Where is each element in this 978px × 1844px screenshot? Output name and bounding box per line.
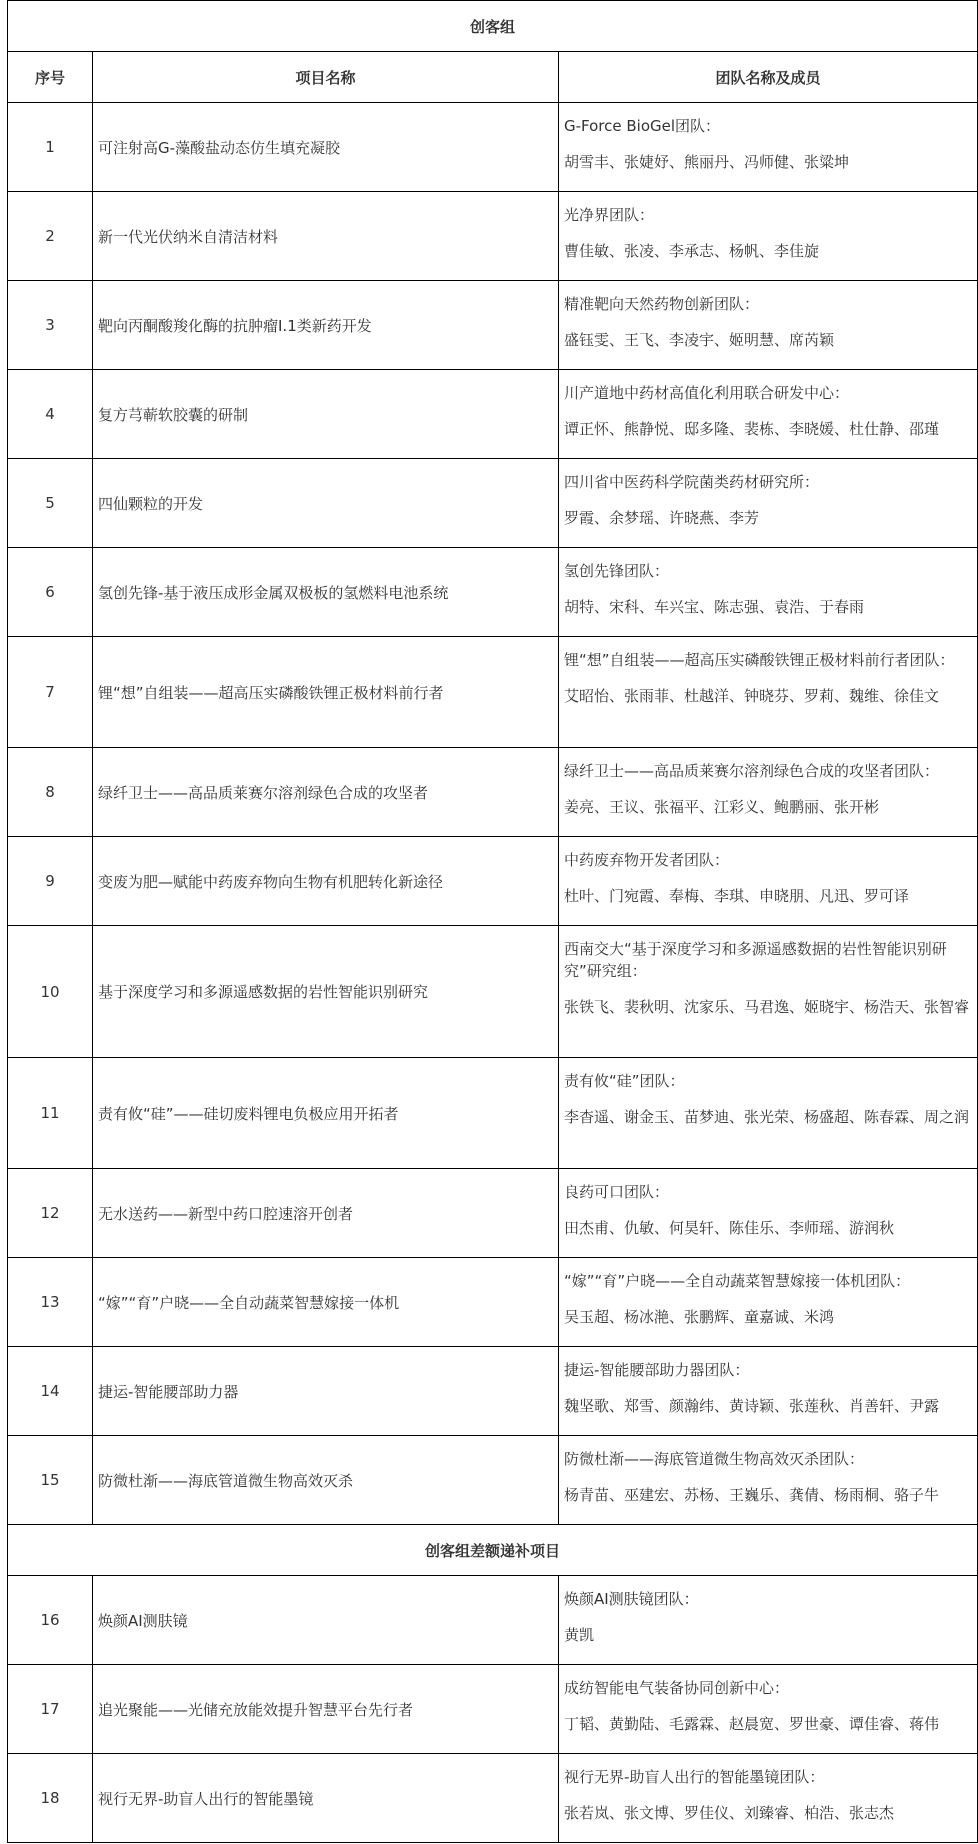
team-cell (559, 1576, 978, 1665)
row-number: 13 (8, 1258, 93, 1347)
table-row (8, 837, 978, 926)
table-row (8, 1169, 978, 1258)
team-cell (559, 459, 978, 548)
table-row (8, 1436, 978, 1525)
project-name: 氢创先锋-基于液压成形金属双极板的氢燃料电池系统 (93, 548, 559, 637)
team-name: 四川省中医药科学院菌类药材研究所： (564, 473, 820, 491)
team-cell (559, 192, 978, 281)
row-number: 6 (8, 548, 93, 637)
table-row (8, 1665, 978, 1754)
row-number: 18 (8, 1754, 93, 1843)
table-row (8, 1058, 978, 1169)
project-name: 捷运-智能腰部助力器 (93, 1347, 559, 1436)
team-cell (559, 370, 978, 459)
row-number: 3 (8, 281, 93, 370)
team-members: 姜亮、王议、张福平、江彩义、鲍鹏丽、张开彬 (564, 798, 880, 816)
row-number: 7 (8, 637, 93, 748)
team-members: 杨青苗、巫建宏、苏杨、王巍乐、龚倩、杨雨桐、骆子牛 (564, 1486, 940, 1504)
team-members: 李杳遥、谢金玉、苗梦迪、张光荣、杨盛超、陈春霖、周之润 (564, 1108, 970, 1126)
row-number: 8 (8, 748, 93, 837)
team-members: 胡特、宋科、车兴宝、陈志强、袁浩、于春雨 (564, 598, 865, 616)
table-row (8, 281, 978, 370)
table-row (8, 1754, 978, 1843)
table-row (8, 926, 978, 1058)
team-members: 丁韬、黄勤陆、毛露霖、赵晨宽、罗世豪、谭佳睿、蒋伟 (564, 1715, 940, 1733)
team-name: 捷运-智能腰部助力器团队： (564, 1361, 750, 1379)
group-header-row (8, 1525, 978, 1576)
team-cell (559, 103, 978, 192)
team-members: 张若岚、张文博、罗佳仪、刘臻睿、柏浩、张志杰 (564, 1804, 895, 1822)
header-project-name: 项目名称 (93, 52, 559, 103)
row-number: 9 (8, 837, 93, 926)
table-header-row (8, 52, 978, 103)
team-cell (559, 1169, 978, 1258)
team-name: 精准靶向天然药物创新团队： (564, 295, 760, 313)
table-row (8, 1258, 978, 1347)
team-members: 曹佳敏、张凌、李承志、杨帆、李佳旋 (564, 242, 820, 260)
team-cell (559, 748, 978, 837)
team-cell (559, 1754, 978, 1843)
team-cell (559, 1258, 978, 1347)
team-name: 防微杜渐——海底管道微生物高效灭杀团队： (564, 1450, 865, 1468)
row-number: 2 (8, 192, 93, 281)
team-cell (559, 1665, 978, 1754)
table-row (8, 1576, 978, 1665)
table-row (8, 1347, 978, 1436)
header-team: 团队名称及成员 (559, 52, 978, 103)
project-name: 基于深度学习和多源遥感数据的岩性智能识别研究 (93, 926, 559, 1058)
project-name: 变废为肥—赋能中药废弃物向生物有机肥转化新途径 (93, 837, 559, 926)
team-name: 视行无界-助盲人出行的智能墨镜团队： (564, 1768, 825, 1786)
table-row (8, 370, 978, 459)
group-title: 创客组差额递补项目 (8, 1525, 978, 1576)
table-row (8, 459, 978, 548)
team-name: 中药废弃物开发者团队： (564, 851, 730, 869)
group-title: 创客组 (8, 1, 978, 52)
row-number: 12 (8, 1169, 93, 1258)
table-row (8, 103, 978, 192)
team-cell (559, 281, 978, 370)
project-name: 视行无界-助盲人出行的智能墨镜 (93, 1754, 559, 1843)
project-table (7, 0, 978, 1843)
project-name: 绿纤卫士——高品质莱赛尔溶剂绿色合成的攻坚者 (93, 748, 559, 837)
team-cell (559, 926, 978, 1058)
team-name: G-Force BioGel团队： (564, 117, 721, 135)
team-name: 责有攸“硅”团队： (564, 1072, 685, 1090)
team-members: 张铁飞、裴秋明、沈家乐、马君逸、姬晓宇、杨浩天、张智睿 (564, 998, 970, 1016)
team-name: 氢创先锋团队： (564, 562, 670, 580)
team-cell (559, 1436, 978, 1525)
row-number: 16 (8, 1576, 93, 1665)
table-row (8, 748, 978, 837)
team-cell (559, 1347, 978, 1436)
row-number: 11 (8, 1058, 93, 1169)
team-members: 谭正怀、熊静悦、邸多隆、裴栋、李晓媛、杜仕静、邵瑾 (564, 420, 940, 438)
project-name: 焕颜AI测肤镜 (93, 1576, 559, 1665)
team-members: 田杰甫、仇敏、何昊轩、陈佳乐、李师瑶、游润秋 (564, 1219, 895, 1237)
table-row (8, 192, 978, 281)
project-name: 新一代光伏纳米自清洁材料 (93, 192, 559, 281)
team-members: 魏坚歌、郑雪、颜瀚纬、黄诗颖、张莲秋、肖善轩、尹露 (564, 1397, 940, 1415)
project-name: 锂“想”自组装——超高压实磷酸铁锂正极材料前行者 (93, 637, 559, 748)
team-name: 绿纤卫士——高品质莱赛尔溶剂绿色合成的攻坚者团队： (564, 762, 940, 780)
team-name: 西南交大“基于深度学习和多源遥感数据的岩性智能识别研究”研究组： (564, 940, 947, 980)
team-cell (559, 548, 978, 637)
group-header-row (8, 1, 978, 52)
team-members: 罗霞、余梦瑶、许晓燕、李芳 (564, 509, 760, 527)
project-name: 靶向丙酮酸羧化酶的抗肿瘤I.1类新药开发 (93, 281, 559, 370)
document (7, 0, 977, 1843)
team-name: 良药可口团队： (564, 1183, 670, 1201)
project-name: 四仙颗粒的开发 (93, 459, 559, 548)
header-number: 序号 (8, 52, 93, 103)
team-members: 黄凯 (564, 1626, 595, 1644)
project-name: 追光聚能——光储充放能效提升智慧平台先行者 (93, 1665, 559, 1754)
team-members: 杜叶、门宛霞、奉梅、李琪、申晓朋、凡迅、罗可译 (564, 887, 910, 905)
row-number: 14 (8, 1347, 93, 1436)
project-name: 无水送药——新型中药口腔速溶开创者 (93, 1169, 559, 1258)
row-number: 4 (8, 370, 93, 459)
team-name: “嫁”“育”户晓——全自动蔬菜智慧嫁接一体机团队： (564, 1272, 911, 1290)
team-name: 光净界团队： (564, 206, 655, 224)
row-number: 10 (8, 926, 93, 1058)
team-cell (559, 837, 978, 926)
team-name: 焕颜AI测肤镜团队： (564, 1590, 699, 1608)
project-name: 责有攸“硅”——硅切废料锂电负极应用开拓者 (93, 1058, 559, 1169)
project-name: 可注射高G-藻酸盐动态仿生填充凝胶 (93, 103, 559, 192)
team-members: 吴玉超、杨冰滟、张鹏辉、童嘉诚、米鸿 (564, 1308, 835, 1326)
project-name: 防微杜渐——海底管道微生物高效灭杀 (93, 1436, 559, 1525)
row-number: 5 (8, 459, 93, 548)
table-row (8, 637, 978, 748)
team-members: 艾昭怡、张雨菲、杜越洋、钟晓芬、罗莉、魏维、徐佳文 (564, 687, 940, 705)
row-number: 15 (8, 1436, 93, 1525)
team-name: 成纺智能电气装备协同创新中心： (564, 1679, 790, 1697)
project-name: “嫁”“育”户晓——全自动蔬菜智慧嫁接一体机 (93, 1258, 559, 1347)
team-name: 锂“想”自组装——超高压实磷酸铁锂正极材料前行者团队： (564, 651, 955, 669)
team-cell (559, 1058, 978, 1169)
table-row (8, 548, 978, 637)
row-number: 17 (8, 1665, 93, 1754)
team-name: 川产道地中药材高值化利用联合研发中心： (564, 384, 850, 402)
team-cell (559, 637, 978, 748)
project-name: 复方芎蕲软胶囊的研制 (93, 370, 559, 459)
team-members: 胡雪丰、张婕妤、熊丽丹、冯师健、张粱坤 (564, 153, 850, 171)
row-number: 1 (8, 103, 93, 192)
team-members: 盛钰雯、王飞、李凌宇、姬明慧、席芮颖 (564, 331, 835, 349)
